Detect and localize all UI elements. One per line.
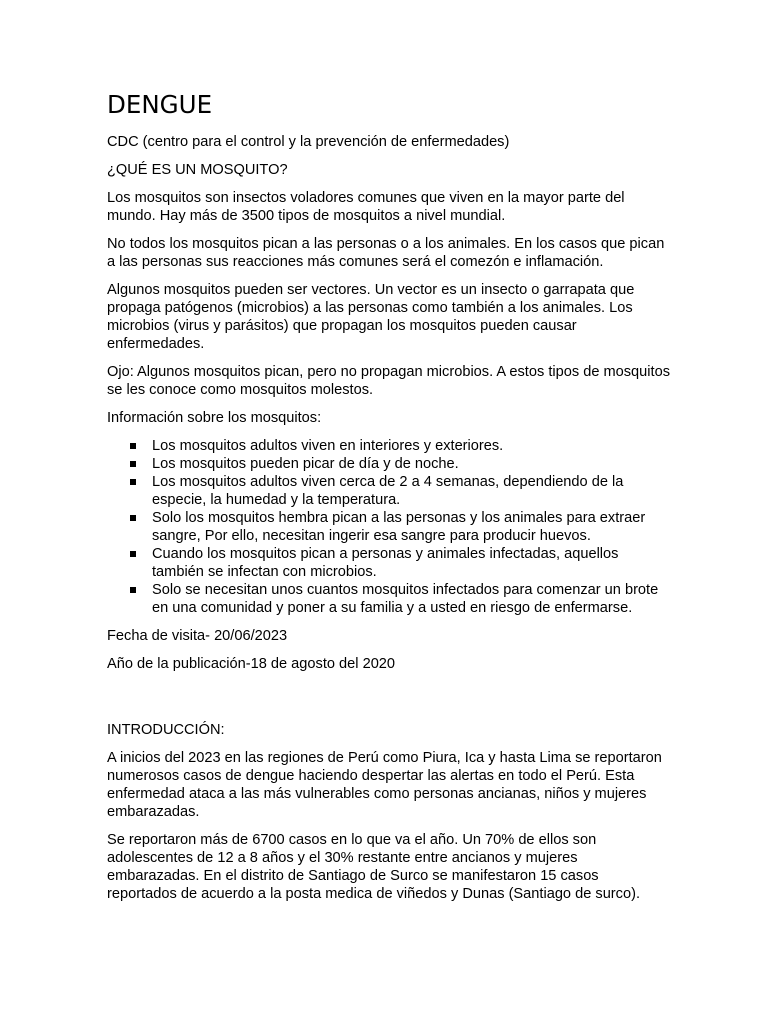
document-body: [107, 90, 672, 913]
paragraph: Ojo: Algunos mosquitos pican, pero no propagan microbios. A estos tipos de mosquitos se les conoce como mosquitos molestos.: [107, 364, 670, 398]
source-line: CDC (centro para el control y la prevención de enfermedades): [107, 134, 510, 150]
list-item-text: Cuando los mosquitos pican a personas y animales infectadas, aquellos también se infectan con microbios.: [152, 546, 619, 580]
square-bullet-icon: [130, 443, 136, 449]
list-item-text: Solo los mosquitos hembra pican a las personas y los animales para extraer sangre, Por ello, necesitan ingerir esa sangre para producir huevos.: [152, 510, 646, 544]
introduction-heading: INTRODUCCIÓN:: [107, 722, 225, 738]
visit-date: Fecha de visita- 20/06/2023: [107, 628, 288, 644]
square-bullet-icon: [130, 515, 136, 521]
paragraph: Se reportaron más de 6700 casos en lo que va el año. Un 70% de ellos son adolescentes de 12 a 8 años y el 30% restante entre ancianos y mujeres embarazadas. En el distrito de Santiago de Surco se manifestaron 15 casos reportados de acuerdo a la posta medica de viñedos y Dunas (Santiago de surco).: [107, 832, 640, 902]
paragraph: No todos los mosquitos pican a las personas o a los animales. En los casos que pican a las personas sus reacciones más comunes será el comezón e inflamación.: [107, 236, 665, 270]
list-item: [107, 437, 672, 455]
list-intro: Información sobre los mosquitos:: [107, 410, 322, 426]
list-item: [107, 455, 672, 473]
list-item-text: Los mosquitos adultos viven en interiores y exteriores.: [152, 438, 504, 454]
paragraph: Algunos mosquitos pueden ser vectores. Un vector es un insecto o garrapata que propaga patógenos (microbios) a las personas como también a los animales. Los microbios (virus y parásitos) que propagan los mosquitos pueden causar enfermedades.: [107, 282, 635, 352]
square-bullet-icon: [130, 479, 136, 485]
list-item: [107, 581, 672, 617]
list-item: [107, 509, 672, 545]
square-bullet-icon: [130, 461, 136, 467]
publication-date: Año de la publicación-18 de agosto del 2020: [107, 656, 396, 672]
list-item-text: Los mosquitos adultos viven cerca de 2 a 4 semanas, dependiendo de la especie, la humedad y la temperatura.: [152, 474, 624, 508]
blank-spacer: [107, 683, 672, 721]
list-item: [107, 545, 672, 581]
document-title: DENGUE: [107, 90, 213, 119]
square-bullet-icon: [130, 551, 136, 557]
list-item: [107, 473, 672, 509]
section-question: ¿QUÉ ES UN MOSQUITO?: [107, 162, 288, 178]
list-item-text: Solo se necesitan unos cuantos mosquitos infectados para comenzar un brote en una comunidad y poner a su familia y a usted en riesgo de enfermarse.: [152, 582, 659, 616]
paragraph: Los mosquitos son insectos voladores comunes que viven en la mayor parte del mundo. Hay más de 3500 tipos de mosquitos a nivel mundial.: [107, 190, 625, 224]
square-bullet-icon: [130, 587, 136, 593]
paragraph: A inicios del 2023 en las regiones de Perú como Piura, Ica y hasta Lima se reportaron numerosos casos de dengue haciendo despertar las alertas en todo el Perú. Esta enfermedad ataca a las más vulnerables como personas ancianas, niños y mujeres embarazadas.: [107, 750, 662, 820]
list-item-text: Los mosquitos pueden picar de día y de noche.: [152, 456, 459, 472]
mosquito-facts-list: [107, 437, 672, 617]
